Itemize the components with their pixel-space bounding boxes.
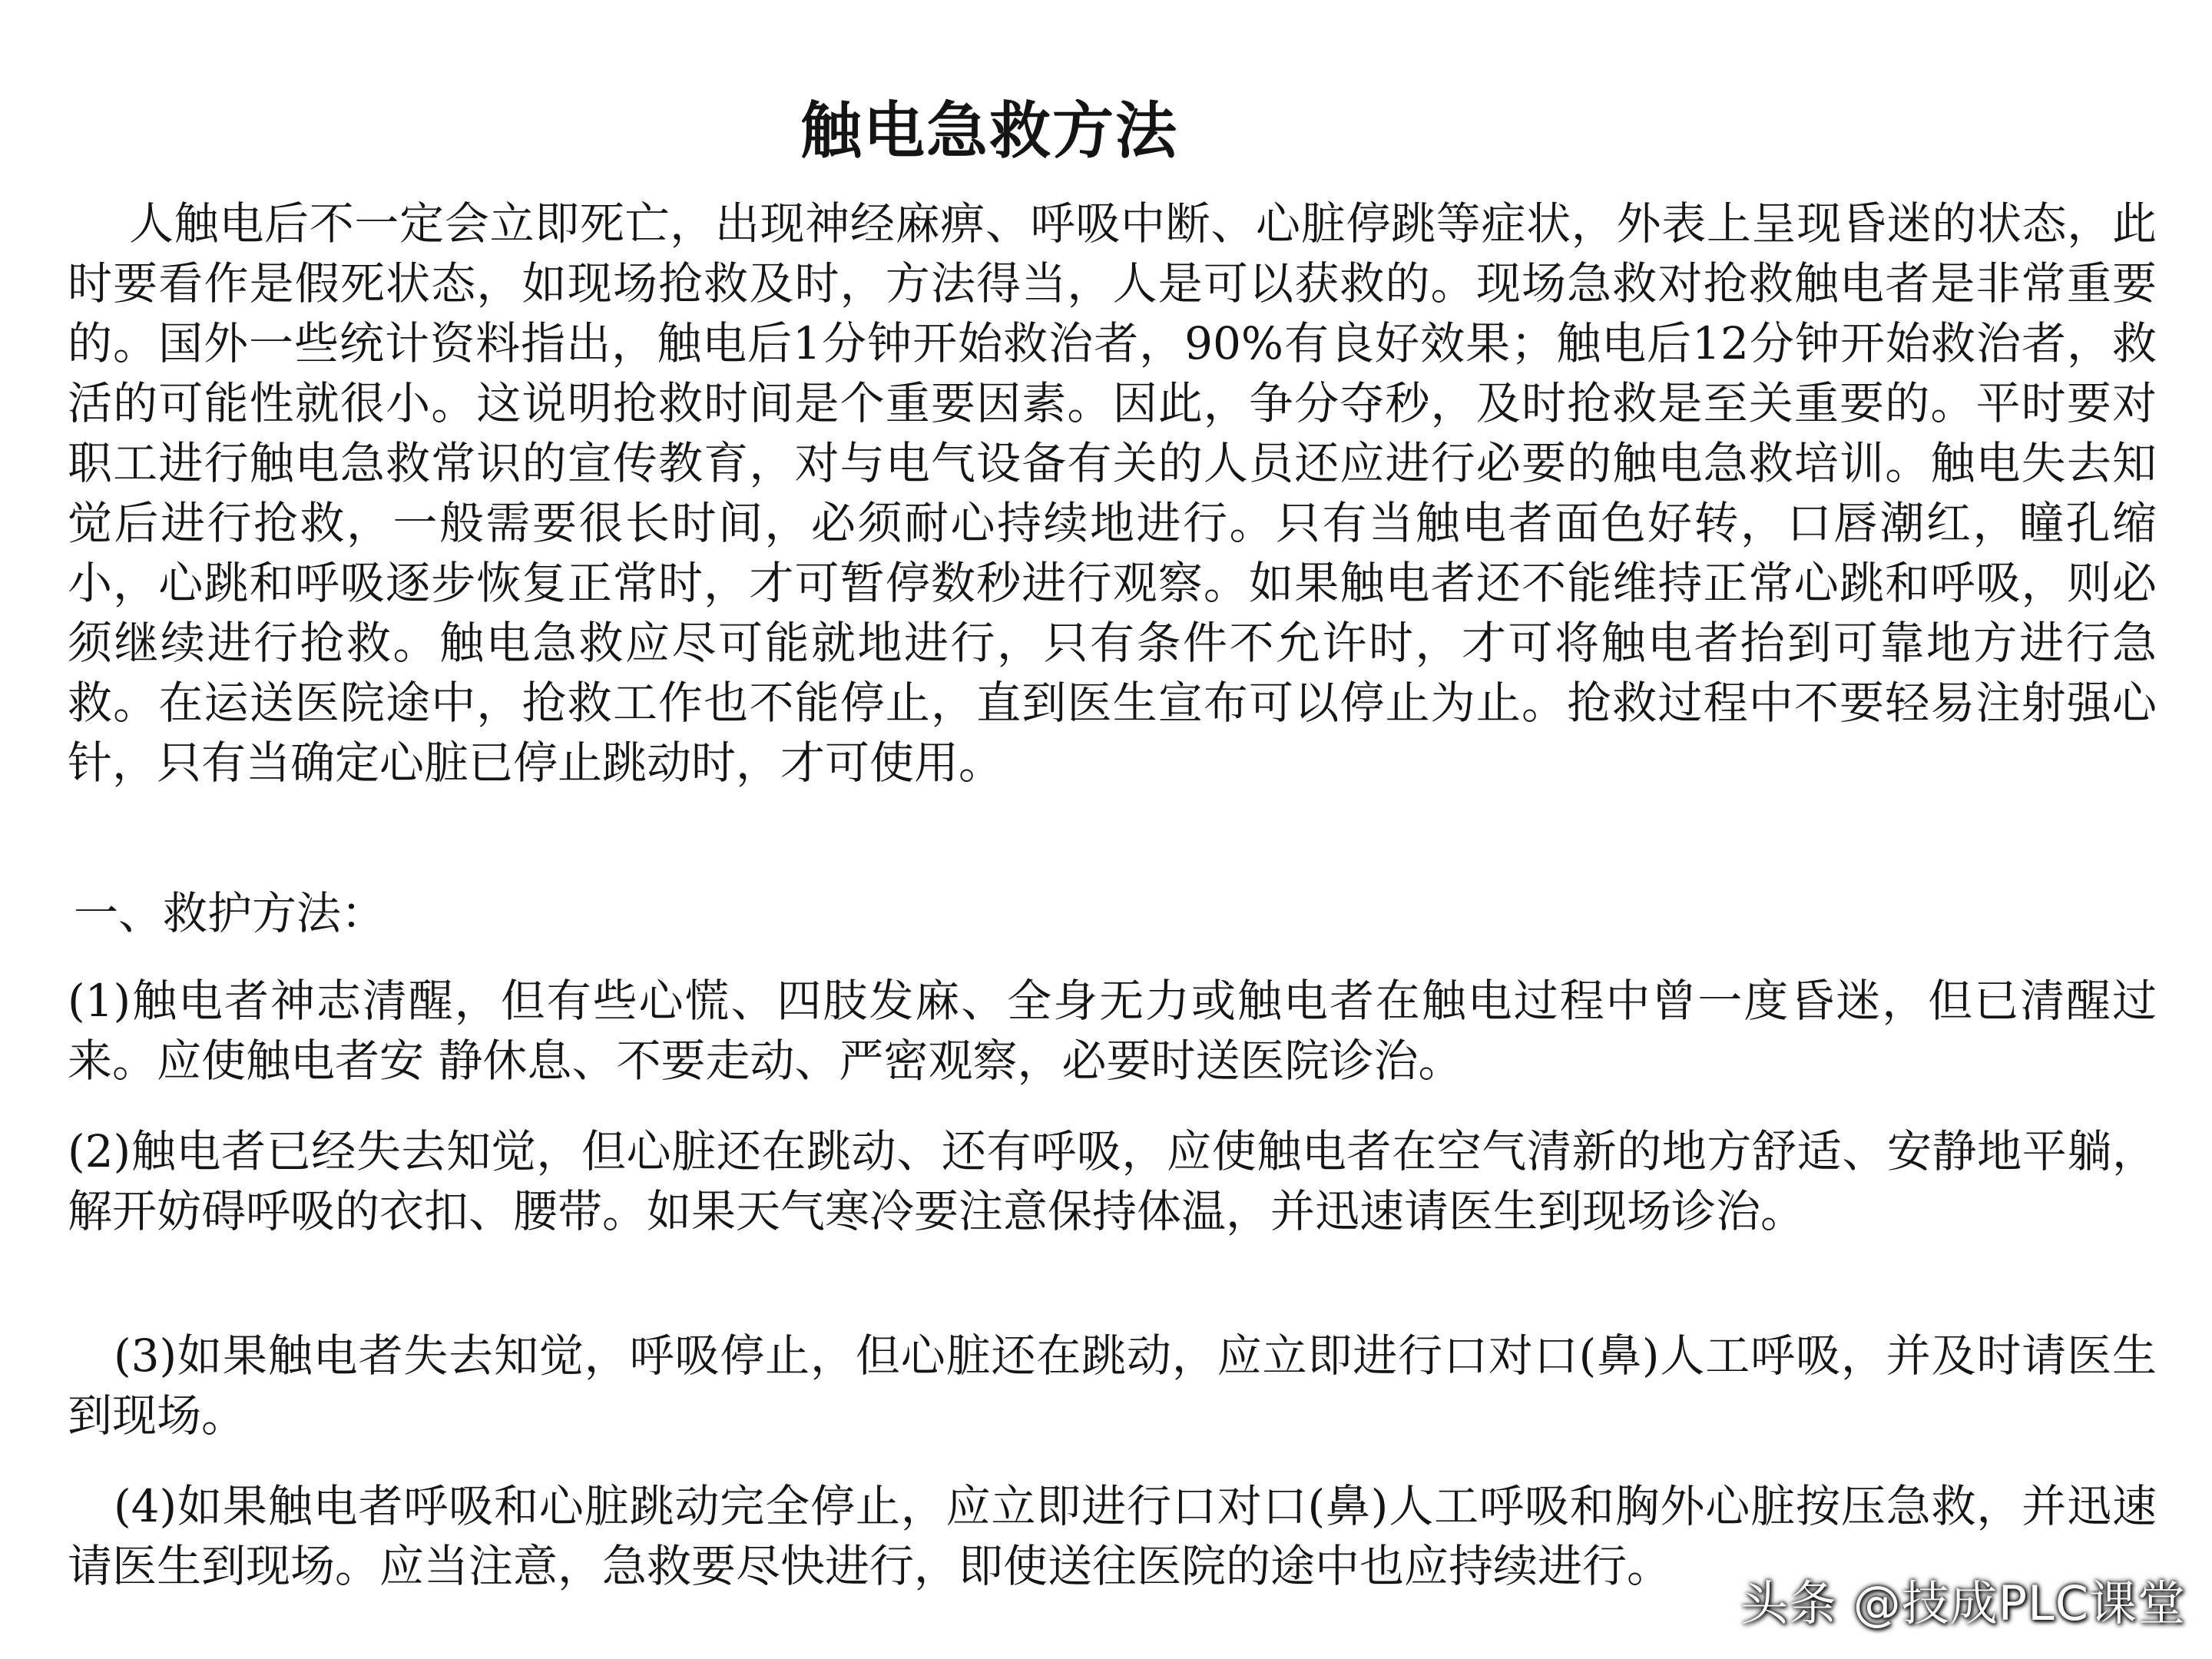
source-watermark: 头条 @技成PLC课堂 [1740,1575,2186,1631]
rescue-item-1: (1)触电者神志清醒，但有些心慌、四肢发麻、全身无力或触电者在触电过程中曾一度昏迷，但已清醒过来。应使触电者安 静休息、不要走动、严密观察，必要时送医院诊治。 [68,975,2157,1087]
document-title: 触电急救方法 [800,94,1178,167]
intro-paragraph: 人触电后不一定会立即死亡，出现神经麻痹、呼吸中断、心脏停跳等症状，外表上呈现昏迷的状态，此时要看作是假死状态，如现场抢救及时，方法得当，人是可以获救的。现场急救对抢救触电者是非常重要的。国外一些统计资料指出，触电后1分钟开始救治者，90%有良好效果；触电后12分钟开始救治者，救活的可能性就很小。这说明抢救时间是个重要因素。因此，争分夺秒，及时抢救是至关重要的。平时要对职工进行触电急救常识的宣传教育，对与电气设备有关的人员还应进行必要的触电急救培训。触电失去知觉后进行抢救，一般需要很长时间，必须耐心持续地进行。只有当触电者面色好转，口唇潮红，瞳孔缩小，心跳和呼吸逐步恢复正常时，才可暂停数秒进行观察。如果触电者还不能维持正常心跳和呼吸，则必须继续进行抢救。触电急救应尽可能就地进行，只有条件不允许时，才可将触电者抬到可靠地方进行急救。在运送医院途中，抢救工作也不能停止，直到医生宣布可以停止为止。抢救过程中不要轻易注射强心针，只有当确定心脏已停止跳动时，才可使用。 [68,197,2157,789]
section-heading: 一、救护方法： [74,887,386,939]
rescue-item-4: (4)如果触电者呼吸和心脏跳动完全停止，应立即进行口对口(鼻)人工呼吸和胸外心脏按压急救，并迅速请医生到现场。应当注意，急救要尽快进行，即使送往医院的途中也应持续进行。 [68,1480,2157,1592]
rescue-item-2: (2)触电者已经失去知觉，但心脏还在跳动、还有呼吸，应使触电者在空气清新的地方舒适、安静地平躺，解开妨碍呼吸的衣扣、腰带。如果天气寒冷要注意保持体温，并迅速请医生到现场诊治。 [68,1125,2157,1237]
rescue-item-3: (3)如果触电者失去知觉，呼吸停止，但心脏还在跳动，应立即进行口对口(鼻)人工呼吸，并及时请医生到现场。 [68,1330,2157,1442]
